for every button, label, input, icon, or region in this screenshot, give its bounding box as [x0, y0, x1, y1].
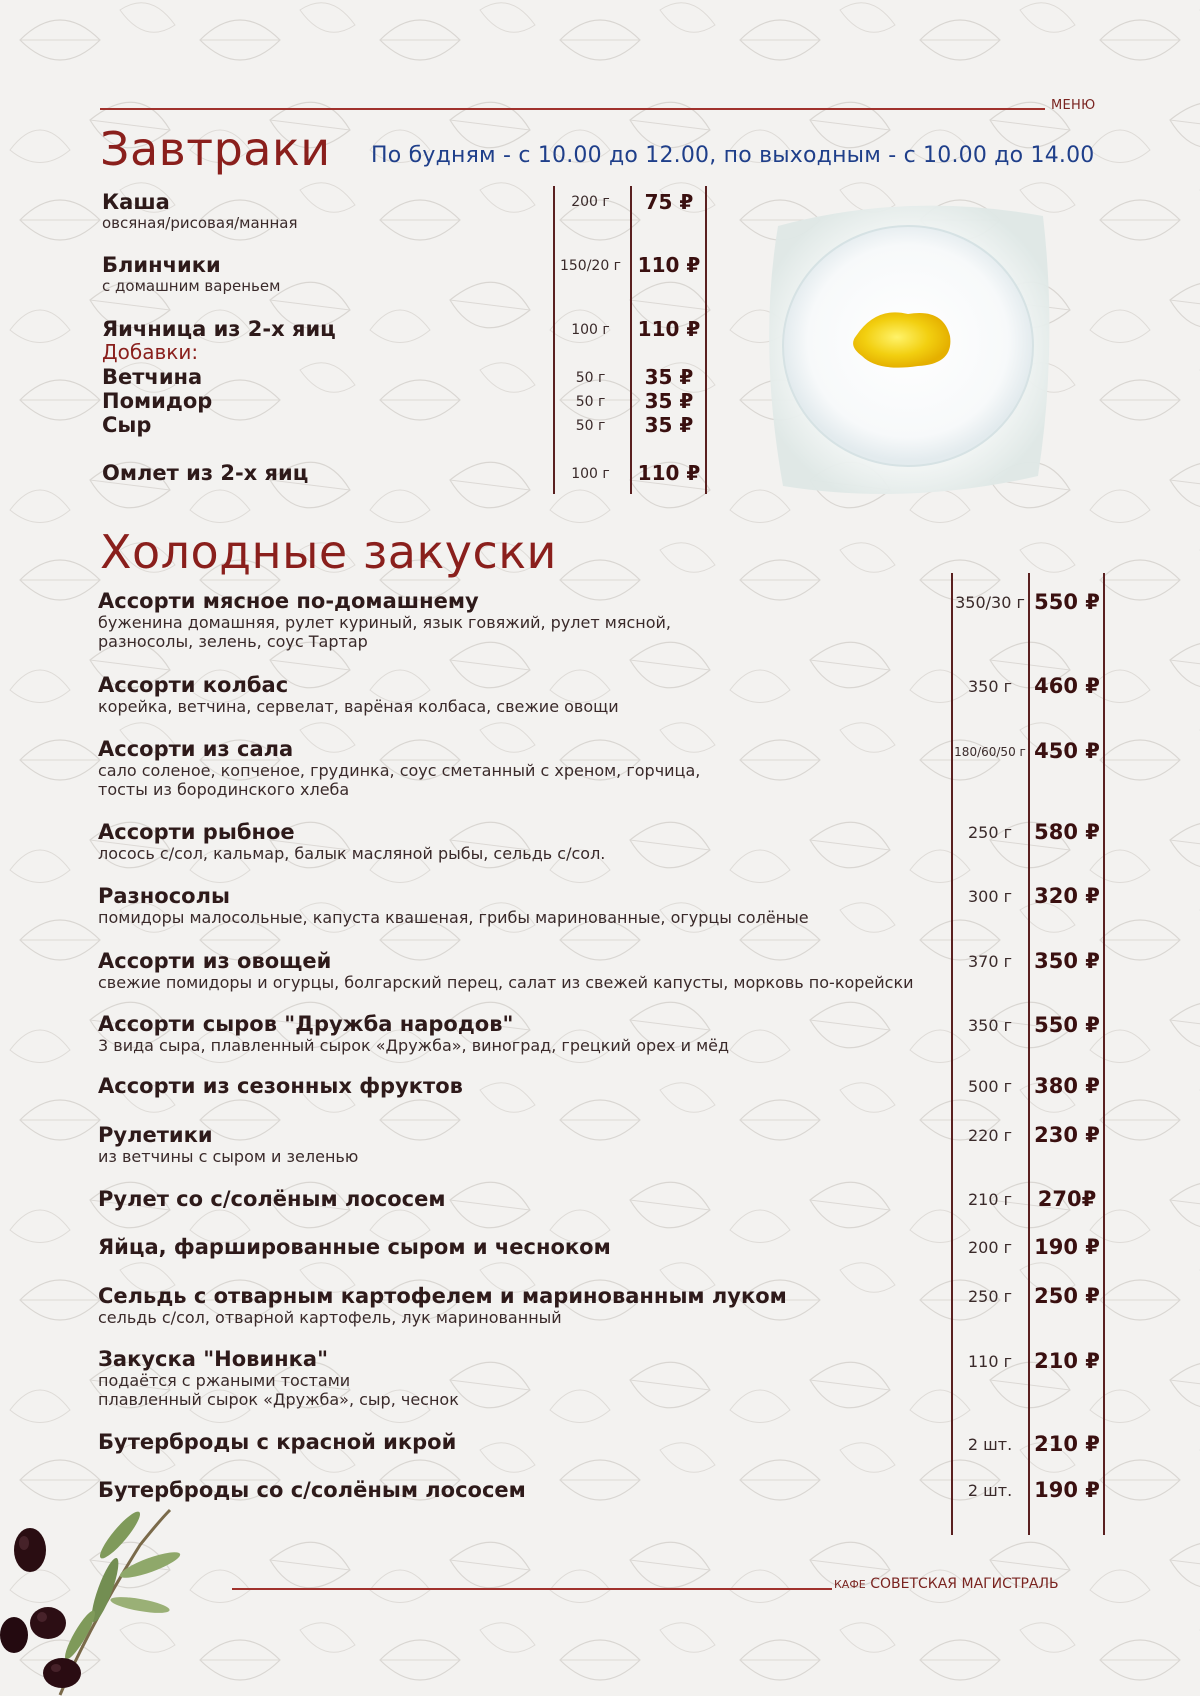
item-name: Ассорти из сала — [98, 737, 294, 761]
item-price: 580 ₽ — [1034, 820, 1100, 844]
item-weight: 350 г — [967, 1016, 1013, 1035]
header-rule — [100, 108, 1045, 110]
item-description: с домашним вареньем — [102, 277, 281, 295]
breakfast-divider-right — [705, 186, 707, 494]
cold-item — [98, 1235, 948, 1259]
item-weight: 210 г — [967, 1190, 1013, 1209]
cold-item — [98, 1187, 948, 1211]
item-weight: 100 г — [571, 466, 610, 482]
addon-weight: 50 г — [575, 394, 606, 410]
item-weight: 350/30 г — [955, 593, 1025, 612]
item-name: Ассорти сыров "Дружба народов" — [98, 1012, 514, 1036]
item-price: 270₽ — [1037, 1187, 1097, 1211]
item-weight: 200 г — [967, 1238, 1013, 1257]
item-name: Ассорти мясное по-домашнему — [98, 589, 479, 613]
cold-item — [98, 1347, 948, 1409]
item-description: сало соленое, копченое, грудинка, соус сметанный с хреном, горчица, — [98, 761, 701, 780]
item-price: 350 ₽ — [1034, 949, 1100, 973]
item-name: Ассорти рыбное — [98, 820, 295, 844]
item-weight: 2 шт. — [967, 1435, 1013, 1454]
item-description: подаётся с ржаными тостами — [98, 1371, 351, 1390]
item-weight: 100 г — [571, 322, 610, 338]
item-description: овсяная/рисовая/манная — [102, 214, 298, 232]
item-weight: 180/60/50 г — [954, 745, 1026, 759]
addon-weight: 50 г — [575, 370, 606, 386]
item-price: 190 ₽ — [1034, 1235, 1100, 1259]
addon-price: 35 ₽ — [644, 413, 694, 437]
item-weight: 300 г — [967, 887, 1013, 906]
cold-item — [98, 1123, 948, 1166]
breakfast-title: Завтраки — [100, 122, 331, 176]
item-name: Ассорти колбас — [98, 673, 289, 697]
cold-item — [98, 949, 948, 992]
item-weight: 350 г — [967, 677, 1013, 696]
footer-cafe-name — [834, 1576, 1059, 1592]
item-weight: 2 шт. — [967, 1481, 1013, 1500]
item-price: 320 ₽ — [1034, 884, 1100, 908]
addon-price: 35 ₽ — [644, 389, 694, 413]
item-weight: 110 г — [967, 1352, 1013, 1371]
item-name: Бутерброды со с/солёным лососем — [98, 1478, 526, 1502]
item-description: 3 вида сыра, плавленный сырок «Дружба», виноград, грецкий орех и мёд — [98, 1036, 730, 1055]
olive-branch-decoration — [0, 1505, 220, 1696]
addons-label: Добавки: — [102, 340, 199, 364]
item-weight: 220 г — [967, 1126, 1013, 1145]
item-name: Ассорти из сезонных фруктов — [98, 1074, 463, 1098]
cold-item — [98, 1074, 948, 1098]
item-name: Рулет со с/солёным лососем — [98, 1187, 446, 1211]
fried-egg-photo — [758, 196, 1058, 502]
item-description: буженина домашняя, рулет куриный, язык говяжий, рулет мясной, — [98, 613, 671, 632]
item-price: 230 ₽ — [1034, 1123, 1100, 1147]
cold-divider-left — [951, 573, 953, 1535]
item-weight: 150/20 г — [559, 258, 622, 274]
item-name: Бутерброды с красной икрой — [98, 1430, 457, 1454]
item-name: Каша — [102, 190, 170, 214]
item-price: 110 ₽ — [637, 317, 701, 341]
breakfast-hours: По будням - с 10.00 до 12.00, по выходным - с 10.00 до 14.00 — [371, 143, 1095, 168]
item-description: лосось с/сол, кальмар, балык масляной рыбы, сельдь с/сол. — [98, 844, 606, 863]
item-weight: 250 г — [967, 1287, 1013, 1306]
item-name: Рулетики — [98, 1123, 213, 1147]
cold-item — [98, 820, 948, 863]
addon-name: Ветчина — [102, 365, 203, 389]
item-weight: 370 г — [967, 952, 1013, 971]
addon-weight: 50 г — [575, 418, 606, 434]
item-price: 210 ₽ — [1034, 1432, 1100, 1456]
item-price: 210 ₽ — [1034, 1349, 1100, 1373]
item-price: 550 ₽ — [1034, 1013, 1100, 1037]
cold-item — [98, 589, 948, 651]
footer-rule — [232, 1588, 832, 1590]
item-name: Омлет из 2-х яиц — [102, 461, 309, 485]
item-description: сельдь с/сол, отварной картофель, лук маринованный — [98, 1308, 562, 1327]
item-price: 380 ₽ — [1034, 1074, 1100, 1098]
addon-name: Сыр — [102, 413, 152, 437]
cold-item — [98, 1430, 948, 1454]
addon-price: 35 ₽ — [644, 365, 694, 389]
addon-name: Помидор — [102, 389, 213, 413]
item-name: Закуска "Новинка" — [98, 1347, 329, 1371]
header-label: МЕНЮ — [1051, 98, 1096, 113]
item-price: 250 ₽ — [1034, 1284, 1100, 1308]
item-weight: 200 г — [571, 194, 610, 210]
footer-name: СОВЕТСКАЯ МАГИСТРАЛЬ — [870, 1576, 1059, 1592]
footer-prefix: КАФЕ — [834, 1578, 866, 1591]
item-price: 550 ₽ — [1034, 590, 1100, 614]
item-name: Яичница из 2-х яиц — [102, 317, 336, 341]
cold-divider-mid — [1028, 573, 1030, 1535]
cold-item — [98, 673, 948, 716]
cold-item — [98, 737, 948, 799]
cold-divider-right — [1103, 573, 1105, 1535]
item-name: Сельдь с отварным картофелем и маринованным луком — [98, 1284, 787, 1308]
item-description: из ветчины с сыром и зеленью — [98, 1147, 359, 1166]
cold-item — [98, 1012, 948, 1055]
item-price: 110 ₽ — [637, 461, 701, 485]
item-description: помидоры малосольные, капуста квашеная, грибы маринованные, огурцы солёные — [98, 908, 809, 927]
item-price: 460 ₽ — [1034, 674, 1100, 698]
item-weight: 250 г — [967, 823, 1013, 842]
item-description: корейка, ветчина, сервелат, варёная колбаса, свежие овощи — [98, 697, 619, 716]
item-description: разносолы, зелень, соус Тартар — [98, 632, 368, 651]
item-name: Ассорти из овощей — [98, 949, 332, 973]
item-description: плавленный сырок «Дружба», сыр, чеснок — [98, 1390, 459, 1409]
item-description: тосты из бородинского хлеба — [98, 780, 350, 799]
item-name: Блинчики — [102, 253, 221, 277]
cold-item — [98, 884, 948, 927]
cold-snacks-title: Холодные закуски — [100, 525, 557, 579]
item-price: 190 ₽ — [1034, 1478, 1100, 1502]
item-name: Яйца, фаршированные сыром и чесноком — [98, 1235, 611, 1259]
item-price: 75 ₽ — [644, 190, 694, 214]
cold-item — [98, 1478, 948, 1502]
cold-item — [98, 1284, 948, 1327]
item-price: 110 ₽ — [637, 253, 701, 277]
item-name: Разносолы — [98, 884, 230, 908]
item-description: свежие помидоры и огурцы, болгарский перец, салат из свежей капусты, морковь по-корейски — [98, 973, 914, 992]
item-price: 450 ₽ — [1034, 739, 1100, 763]
item-weight: 500 г — [967, 1077, 1013, 1096]
